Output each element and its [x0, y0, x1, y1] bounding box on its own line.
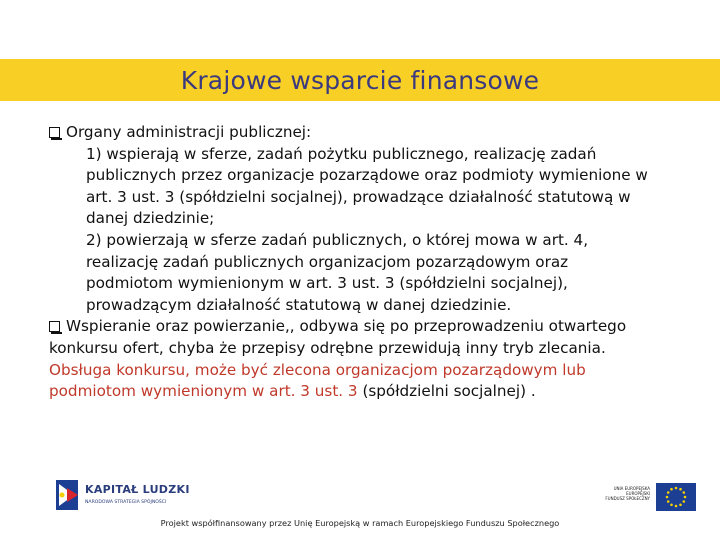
- bullet-line-1: [49, 122, 689, 144]
- body-line: podmiotom wymienionym w art. 3 ust. 3 (spółdzielni socjalnej),: [86, 274, 568, 293]
- body-line: art. 3 ust. 3 (spółdzielni socjalnej), prowadzące działalność statutową w: [86, 187, 631, 206]
- eu-text-line: EUROPEJSKI: [626, 491, 650, 496]
- body-line: prowadzącym działalność statutową w danej dziedzinie.: [86, 295, 512, 314]
- kapital-ludzki-logo: [52, 478, 197, 514]
- highlight-line: Obsługa konkursu, może być zlecona organizacjom pozarządowym lub: [49, 360, 586, 379]
- eu-logo: [600, 483, 698, 513]
- body-line: 1) wspierają w sferze, zadań pożytku publicznego, realizację zadań: [86, 144, 597, 163]
- highlight-line-mixed: [49, 381, 689, 403]
- eu-flag-icon: [656, 483, 696, 511]
- body-line: Organy administracji publicznej:: [66, 123, 312, 141]
- checkbox-bullet-icon: [49, 321, 60, 332]
- slide-body: [49, 122, 689, 403]
- kapital-ludzki-title: KAPITAŁ LUDZKI: [85, 483, 190, 496]
- body-line: publicznych przez organizacje pozarządowe oraz podmioty wymienione w: [86, 166, 648, 185]
- body-line: Wspieranie oraz powierzanie,, odbywa się po przeprowadzeniu otwartego: [66, 317, 627, 336]
- body-text: (spółdzielni socjalnej) .: [362, 382, 536, 401]
- kapital-ludzki-subtitle: NARODOWA STRATEGIA SPÓJNOŚCI: [85, 500, 167, 505]
- eu-text-line: UNIA EUROPEJSKA: [613, 486, 650, 491]
- title-bar: [0, 59, 720, 101]
- bullet-line-2: [49, 316, 689, 338]
- eu-text-line: FUNDUSZ SPOŁECZNY: [605, 496, 650, 501]
- checkbox-bullet-icon: [49, 127, 60, 138]
- slide-title: Krajowe wsparcie finansowe: [180, 65, 540, 95]
- body-line: 2) powierzają w sferze zadań publicznych, o której mowa w art. 4,: [86, 230, 589, 249]
- kapital-ludzki-emblem-icon: [52, 478, 82, 512]
- highlight-text: podmiotom wymienionym w art. 3 ust. 3: [49, 382, 363, 401]
- body-line: konkursu ofert, chyba że przepisy odrębne przewidują inny tryb zlecania.: [49, 338, 606, 357]
- eu-logo-text: [600, 486, 650, 501]
- body-line: realizację zadań publicznych organizacjom pozarządowym oraz: [86, 252, 569, 271]
- footer-note: Projekt współfinansowany przez Unię Europejską w ramach Europejskiego Funduszu Społecznego: [160, 518, 560, 528]
- body-line: danej dziedzinie;: [86, 209, 215, 228]
